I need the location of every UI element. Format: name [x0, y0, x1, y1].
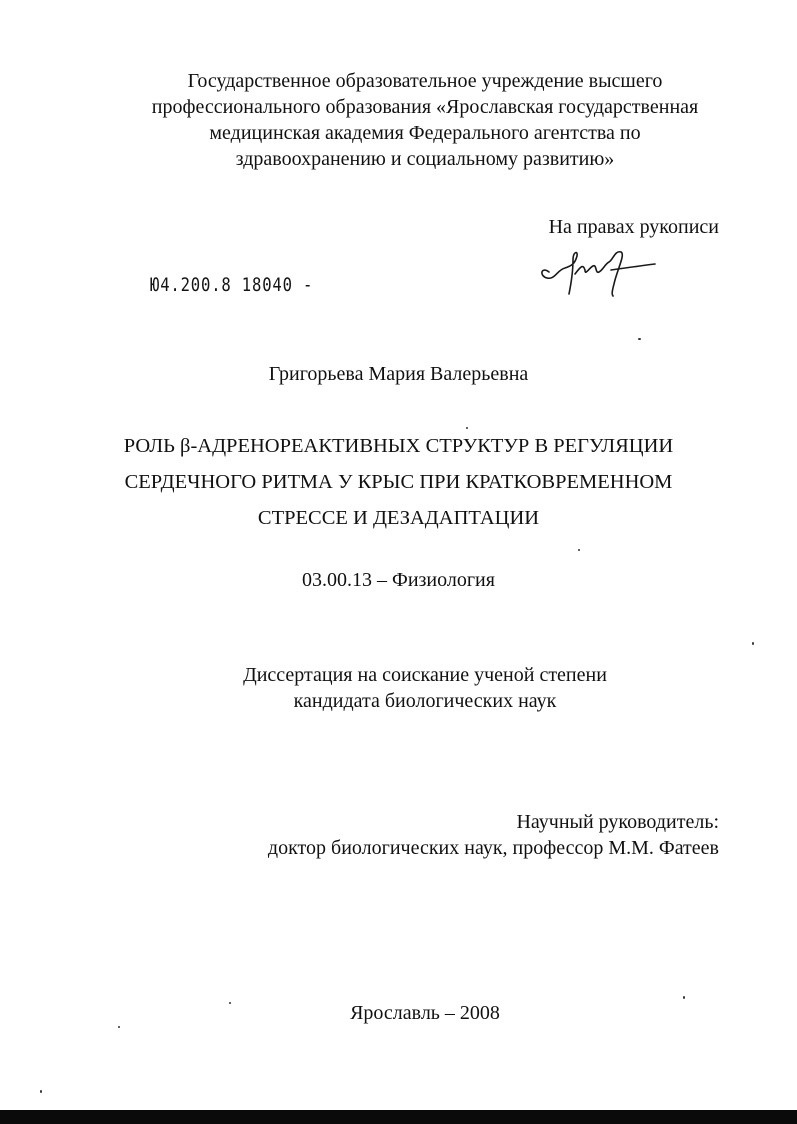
scan-speck	[118, 1026, 120, 1028]
supervisor-name: доктор биологических наук, профессор М.М. Фатеев	[267, 837, 719, 859]
institution-header	[60, 68, 790, 172]
degree-statement	[0, 662, 797, 714]
scan-speck	[638, 338, 641, 340]
supervisor-block	[268, 809, 719, 861]
institution-line: профессионального образования «Ярославская государственная	[151, 96, 699, 118]
degree-line: кандидата биологических наук	[293, 690, 557, 712]
author-name: Григорьева Мария Валерьевна	[268, 363, 529, 385]
institution-line: медицинская академия Федерального агентства по	[209, 122, 641, 144]
scan-speck	[578, 549, 580, 551]
degree-line: Диссертация на соискание ученой степени	[243, 664, 607, 686]
scan-speck	[40, 1090, 42, 1093]
scan-speck	[229, 1002, 231, 1004]
specialty-code: 03.00.13 – Физиология	[302, 569, 495, 591]
institution-line: Государственное образовательное учреждение высшего	[187, 70, 663, 92]
institution-line: здравоохранению и социальному развитию»	[235, 148, 615, 170]
manuscript-rights-note: На правах рукописи	[548, 216, 719, 238]
scan-edge-bar	[0, 1110, 797, 1124]
handwritten-signature	[535, 240, 660, 300]
dissertation-title	[20, 428, 777, 536]
city-year: Ярославль – 2008	[350, 1002, 500, 1024]
scan-speck	[752, 642, 754, 645]
title-line: СЕРДЕЧНОГО РИТМА У КРЫС ПРИ КРАТКОВРЕМЕННОМ	[124, 471, 673, 493]
supervisor-label: Научный руководитель:	[516, 811, 719, 833]
registration-number-stamp: Ю4.200.8 18040 -	[150, 274, 314, 296]
title-line: СТРЕССЕ И ДЕЗАДАПТАЦИИ	[257, 507, 540, 529]
scan-speck	[683, 996, 685, 999]
title-line: РОЛЬ β-АДРЕНОРЕАКТИВНЫХ СТРУКТУР В РЕГУЛЯЦИИ	[123, 435, 674, 457]
scan-speck	[466, 427, 468, 429]
